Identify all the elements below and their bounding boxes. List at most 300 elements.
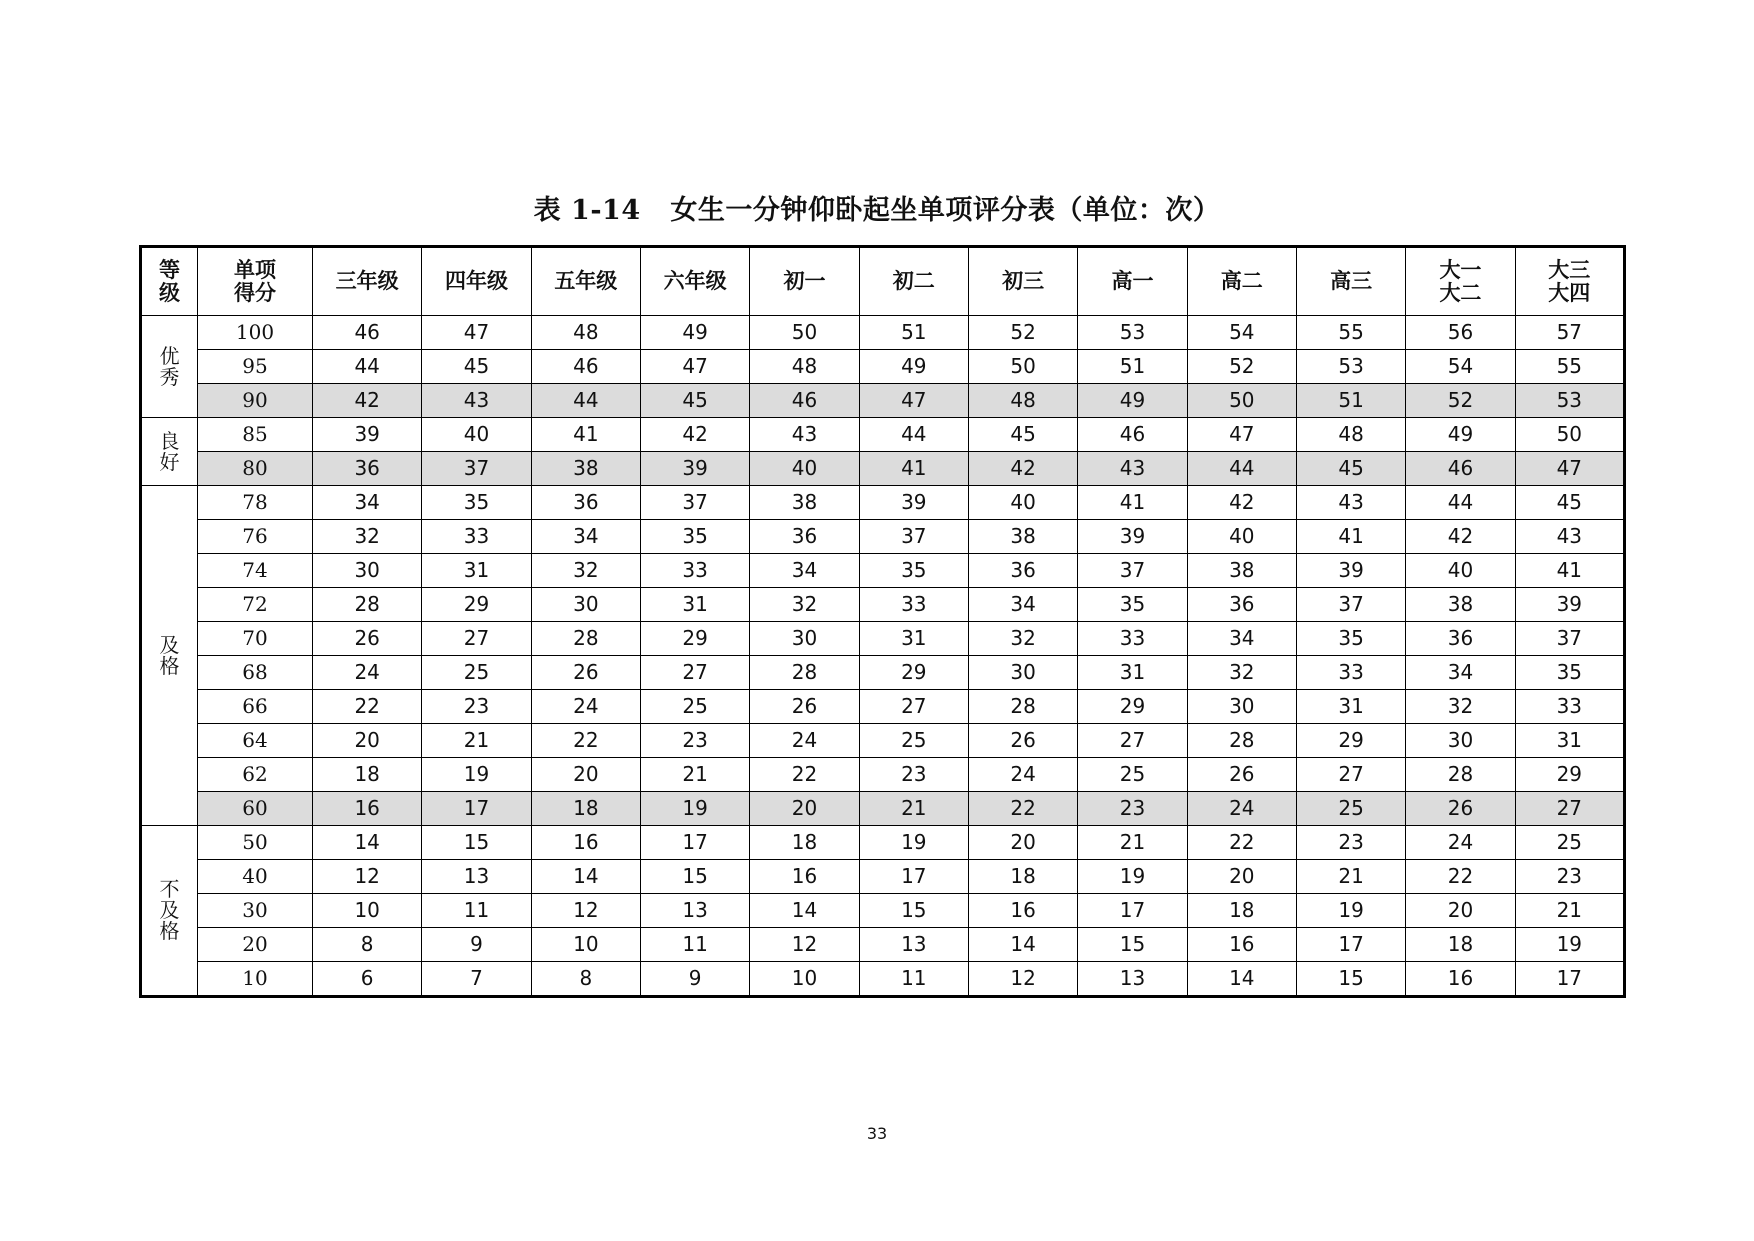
header-column: [968, 247, 1077, 316]
score-cell: 80: [198, 452, 313, 486]
value-cell: 22: [968, 792, 1077, 826]
table-row: [141, 418, 1625, 452]
value-cell: 23: [1296, 826, 1405, 860]
value-cell: 31: [1078, 656, 1187, 690]
value-cell: 26: [313, 622, 422, 656]
value-cell: 36: [531, 486, 640, 520]
value-cell: 41: [531, 418, 640, 452]
value-cell: 28: [968, 690, 1077, 724]
value-cell: 44: [1187, 452, 1296, 486]
value-cell: 41: [859, 452, 968, 486]
value-cell: 9: [640, 962, 749, 997]
header-column-line1: 高二: [1220, 269, 1263, 294]
value-cell: 37: [422, 452, 531, 486]
value-cell: 29: [1515, 758, 1624, 792]
value-cell: 22: [531, 724, 640, 758]
value-cell: 46: [531, 350, 640, 384]
table-row: [141, 758, 1625, 792]
table-row: [141, 520, 1625, 554]
header-column: [1187, 247, 1296, 316]
value-cell: 30: [750, 622, 859, 656]
value-cell: 37: [640, 486, 749, 520]
header-column: [1515, 247, 1624, 316]
value-cell: 16: [531, 826, 640, 860]
value-cell: 15: [422, 826, 531, 860]
value-cell: 16: [1406, 962, 1515, 997]
grade-char: 优: [159, 343, 180, 368]
value-cell: 44: [531, 384, 640, 418]
value-cell: 47: [859, 384, 968, 418]
table-row: [141, 690, 1625, 724]
value-cell: 47: [1515, 452, 1624, 486]
header-column-line1: 初一: [783, 269, 826, 294]
value-cell: 27: [422, 622, 531, 656]
value-cell: 18: [1187, 894, 1296, 928]
table-row: [141, 350, 1625, 384]
table-row: [141, 792, 1625, 826]
value-cell: 25: [1078, 758, 1187, 792]
header-column: [640, 247, 749, 316]
value-cell: 8: [531, 962, 640, 997]
value-cell: 25: [859, 724, 968, 758]
score-cell: 66: [198, 690, 313, 724]
value-cell: 30: [1406, 724, 1515, 758]
value-cell: 33: [859, 588, 968, 622]
header-column: [1078, 247, 1187, 316]
value-cell: 18: [531, 792, 640, 826]
table-row: [141, 622, 1625, 656]
value-cell: 26: [968, 724, 1077, 758]
header-column-line1: 初二: [892, 269, 935, 294]
value-cell: 14: [1187, 962, 1296, 997]
value-cell: 32: [313, 520, 422, 554]
value-cell: 45: [422, 350, 531, 384]
score-cell: 50: [198, 826, 313, 860]
value-cell: 26: [1406, 792, 1515, 826]
score-cell: 85: [198, 418, 313, 452]
value-cell: 22: [1406, 860, 1515, 894]
value-cell: 50: [750, 316, 859, 350]
value-cell: 39: [640, 452, 749, 486]
value-cell: 34: [531, 520, 640, 554]
value-cell: 49: [859, 350, 968, 384]
value-cell: 17: [1515, 962, 1624, 997]
value-cell: 15: [640, 860, 749, 894]
value-cell: 32: [1406, 690, 1515, 724]
value-cell: 55: [1515, 350, 1624, 384]
grade-cell: [141, 418, 198, 486]
value-cell: 50: [968, 350, 1077, 384]
value-cell: 20: [531, 758, 640, 792]
value-cell: 29: [1078, 690, 1187, 724]
value-cell: 16: [750, 860, 859, 894]
value-cell: 14: [750, 894, 859, 928]
value-cell: 23: [1078, 792, 1187, 826]
value-cell: 26: [1187, 758, 1296, 792]
value-cell: 43: [1515, 520, 1624, 554]
value-cell: 44: [313, 350, 422, 384]
value-cell: 34: [1187, 622, 1296, 656]
value-cell: 30: [1187, 690, 1296, 724]
header-column-line1: 三年级: [335, 269, 399, 294]
value-cell: 35: [422, 486, 531, 520]
value-cell: 30: [531, 588, 640, 622]
header-grade: [141, 247, 198, 316]
table-row: [141, 316, 1625, 350]
value-cell: 22: [750, 758, 859, 792]
value-cell: 28: [531, 622, 640, 656]
value-cell: 10: [750, 962, 859, 997]
value-cell: 34: [1406, 656, 1515, 690]
grade-char: 良: [159, 428, 180, 453]
value-cell: 31: [1515, 724, 1624, 758]
value-cell: 22: [1187, 826, 1296, 860]
value-cell: 20: [750, 792, 859, 826]
value-cell: 34: [313, 486, 422, 520]
value-cell: 42: [1406, 520, 1515, 554]
value-cell: 26: [531, 656, 640, 690]
value-cell: 12: [968, 962, 1077, 997]
value-cell: 35: [1296, 622, 1405, 656]
table-row: [141, 826, 1625, 860]
value-cell: 35: [1078, 588, 1187, 622]
header-score-line2: 得分: [234, 280, 276, 305]
value-cell: 20: [313, 724, 422, 758]
value-cell: 43: [422, 384, 531, 418]
value-cell: 48: [531, 316, 640, 350]
value-cell: 24: [968, 758, 1077, 792]
value-cell: 7: [422, 962, 531, 997]
value-cell: 21: [859, 792, 968, 826]
value-cell: 35: [640, 520, 749, 554]
value-cell: 38: [531, 452, 640, 486]
value-cell: 13: [422, 860, 531, 894]
value-cell: 49: [640, 316, 749, 350]
value-cell: 33: [1515, 690, 1624, 724]
grade-char: 及: [159, 632, 180, 657]
value-cell: 20: [968, 826, 1077, 860]
header-grade-line2: 级: [159, 280, 180, 305]
header-column-line2: 大四: [1548, 280, 1591, 305]
table-row: [141, 928, 1625, 962]
value-cell: 53: [1296, 350, 1405, 384]
value-cell: 56: [1406, 316, 1515, 350]
value-cell: 57: [1515, 316, 1624, 350]
header-column: [531, 247, 640, 316]
header-score: [198, 247, 313, 316]
header-column: [422, 247, 531, 316]
value-cell: 27: [859, 690, 968, 724]
value-cell: 45: [1515, 486, 1624, 520]
value-cell: 14: [531, 860, 640, 894]
value-cell: 28: [750, 656, 859, 690]
value-cell: 25: [1515, 826, 1624, 860]
value-cell: 53: [1078, 316, 1187, 350]
value-cell: 42: [968, 452, 1077, 486]
value-cell: 15: [1078, 928, 1187, 962]
value-cell: 28: [313, 588, 422, 622]
value-cell: 30: [968, 656, 1077, 690]
value-cell: 11: [859, 962, 968, 997]
value-cell: 17: [859, 860, 968, 894]
value-cell: 46: [750, 384, 859, 418]
value-cell: 25: [640, 690, 749, 724]
value-cell: 14: [968, 928, 1077, 962]
header-column: [313, 247, 422, 316]
grade-char: 及: [159, 898, 180, 922]
value-cell: 12: [750, 928, 859, 962]
value-cell: 52: [1406, 384, 1515, 418]
value-cell: 38: [968, 520, 1077, 554]
value-cell: 28: [1187, 724, 1296, 758]
value-cell: 55: [1296, 316, 1405, 350]
value-cell: 34: [968, 588, 1077, 622]
value-cell: 25: [1296, 792, 1405, 826]
table-body: [141, 316, 1625, 997]
table-row: [141, 962, 1625, 997]
value-cell: 46: [1078, 418, 1187, 452]
table-row: [141, 588, 1625, 622]
grade-char: 格: [159, 919, 180, 943]
value-cell: 47: [640, 350, 749, 384]
value-cell: 29: [1296, 724, 1405, 758]
value-cell: 17: [1078, 894, 1187, 928]
value-cell: 39: [1078, 520, 1187, 554]
value-cell: 15: [859, 894, 968, 928]
value-cell: 24: [531, 690, 640, 724]
value-cell: 40: [1406, 554, 1515, 588]
value-cell: 36: [750, 520, 859, 554]
value-cell: 40: [1187, 520, 1296, 554]
table-row: [141, 554, 1625, 588]
value-cell: 21: [1296, 860, 1405, 894]
score-cell: 72: [198, 588, 313, 622]
score-cell: 78: [198, 486, 313, 520]
value-cell: 17: [640, 826, 749, 860]
value-cell: 19: [422, 758, 531, 792]
header-score-line1: 单项: [234, 258, 276, 283]
value-cell: 12: [531, 894, 640, 928]
score-cell: 40: [198, 860, 313, 894]
value-cell: 41: [1078, 486, 1187, 520]
header-column-line1: 大三: [1548, 258, 1591, 283]
value-cell: 37: [1078, 554, 1187, 588]
value-cell: 41: [1296, 520, 1405, 554]
value-cell: 37: [1515, 622, 1624, 656]
value-cell: 17: [1296, 928, 1405, 962]
value-cell: 42: [313, 384, 422, 418]
header-column-line1: 大一: [1439, 258, 1482, 283]
value-cell: 21: [1078, 826, 1187, 860]
value-cell: 31: [640, 588, 749, 622]
header-column-line1: 初三: [1002, 269, 1045, 294]
header-column-line1: 高一: [1111, 269, 1154, 294]
value-cell: 39: [1296, 554, 1405, 588]
value-cell: 35: [1515, 656, 1624, 690]
value-cell: 26: [750, 690, 859, 724]
value-cell: 33: [1078, 622, 1187, 656]
header-column-line1: 六年级: [663, 269, 727, 294]
grade-cell: [141, 316, 198, 418]
value-cell: 51: [1078, 350, 1187, 384]
table-row: [141, 452, 1625, 486]
table-row: [141, 384, 1625, 418]
value-cell: 21: [422, 724, 531, 758]
value-cell: 19: [1515, 928, 1624, 962]
value-cell: 27: [1515, 792, 1624, 826]
value-cell: 19: [1078, 860, 1187, 894]
value-cell: 48: [1296, 418, 1405, 452]
value-cell: 36: [1187, 588, 1296, 622]
value-cell: 23: [640, 724, 749, 758]
score-cell: 90: [198, 384, 313, 418]
grade-cell: [141, 826, 198, 997]
value-cell: 27: [1296, 758, 1405, 792]
table-row: [141, 656, 1625, 690]
value-cell: 12: [313, 860, 422, 894]
value-cell: 48: [968, 384, 1077, 418]
header-column-line2: 大二: [1439, 280, 1482, 305]
value-cell: 16: [313, 792, 422, 826]
value-cell: 31: [1296, 690, 1405, 724]
header-column-line1: 高三: [1330, 269, 1373, 294]
value-cell: 36: [1406, 622, 1515, 656]
value-cell: 42: [640, 418, 749, 452]
value-cell: 39: [313, 418, 422, 452]
value-cell: 33: [640, 554, 749, 588]
value-cell: 50: [1515, 418, 1624, 452]
value-cell: 18: [750, 826, 859, 860]
value-cell: 23: [422, 690, 531, 724]
score-cell: 62: [198, 758, 313, 792]
value-cell: 11: [640, 928, 749, 962]
value-cell: 29: [640, 622, 749, 656]
value-cell: 48: [750, 350, 859, 384]
value-cell: 44: [859, 418, 968, 452]
value-cell: 18: [313, 758, 422, 792]
value-cell: 13: [859, 928, 968, 962]
value-cell: 43: [1296, 486, 1405, 520]
value-cell: 16: [1187, 928, 1296, 962]
grade-char: 好: [159, 449, 180, 474]
value-cell: 39: [1515, 588, 1624, 622]
table-row: [141, 894, 1625, 928]
value-cell: 49: [1406, 418, 1515, 452]
value-cell: 54: [1187, 316, 1296, 350]
value-cell: 29: [422, 588, 531, 622]
value-cell: 44: [1406, 486, 1515, 520]
value-cell: 45: [968, 418, 1077, 452]
score-cell: 30: [198, 894, 313, 928]
value-cell: 36: [968, 554, 1077, 588]
value-cell: 32: [968, 622, 1077, 656]
value-cell: 53: [1515, 384, 1624, 418]
value-cell: 18: [1406, 928, 1515, 962]
table-row: [141, 724, 1625, 758]
value-cell: 46: [313, 316, 422, 350]
value-cell: 20: [1406, 894, 1515, 928]
value-cell: 51: [859, 316, 968, 350]
value-cell: 43: [750, 418, 859, 452]
value-cell: 24: [1406, 826, 1515, 860]
value-cell: 19: [859, 826, 968, 860]
grade-char: 秀: [159, 364, 180, 389]
value-cell: 36: [313, 452, 422, 486]
value-cell: 45: [1296, 452, 1405, 486]
value-cell: 33: [422, 520, 531, 554]
value-cell: 32: [750, 588, 859, 622]
value-cell: 50: [1187, 384, 1296, 418]
value-cell: 21: [1515, 894, 1624, 928]
value-cell: 14: [313, 826, 422, 860]
table-title: 表 1-14 女生一分钟仰卧起坐单项评分表（单位：次）: [533, 195, 1221, 226]
value-cell: 34: [750, 554, 859, 588]
value-cell: 28: [1406, 758, 1515, 792]
value-cell: 29: [859, 656, 968, 690]
table-row: [141, 486, 1625, 520]
header-column: [859, 247, 968, 316]
value-cell: 8: [313, 928, 422, 962]
value-cell: 31: [422, 554, 531, 588]
score-cell: 60: [198, 792, 313, 826]
value-cell: 11: [422, 894, 531, 928]
value-cell: 23: [859, 758, 968, 792]
value-cell: 47: [422, 316, 531, 350]
value-cell: 16: [968, 894, 1077, 928]
score-cell: 74: [198, 554, 313, 588]
value-cell: 47: [1187, 418, 1296, 452]
score-cell: 95: [198, 350, 313, 384]
value-cell: 40: [422, 418, 531, 452]
value-cell: 24: [313, 656, 422, 690]
value-cell: 31: [859, 622, 968, 656]
value-cell: 13: [1078, 962, 1187, 997]
header-column: [750, 247, 859, 316]
value-cell: 32: [531, 554, 640, 588]
value-cell: 27: [1078, 724, 1187, 758]
value-cell: 19: [640, 792, 749, 826]
value-cell: 39: [859, 486, 968, 520]
score-cell: 64: [198, 724, 313, 758]
value-cell: 51: [1296, 384, 1405, 418]
value-cell: 49: [1078, 384, 1187, 418]
value-cell: 25: [422, 656, 531, 690]
value-cell: 33: [1296, 656, 1405, 690]
value-cell: 43: [1078, 452, 1187, 486]
page-number: 33: [866, 1124, 888, 1143]
value-cell: 21: [640, 758, 749, 792]
value-cell: 18: [968, 860, 1077, 894]
grade-char: 格: [159, 653, 180, 678]
value-cell: 9: [422, 928, 531, 962]
score-cell: 70: [198, 622, 313, 656]
value-cell: 45: [640, 384, 749, 418]
value-cell: 20: [1187, 860, 1296, 894]
value-cell: 10: [531, 928, 640, 962]
score-cell: 10: [198, 962, 313, 997]
value-cell: 52: [1187, 350, 1296, 384]
table-row: [141, 860, 1625, 894]
value-cell: 30: [313, 554, 422, 588]
score-cell: 20: [198, 928, 313, 962]
value-cell: 40: [968, 486, 1077, 520]
value-cell: 52: [968, 316, 1077, 350]
value-cell: 13: [640, 894, 749, 928]
value-cell: 23: [1515, 860, 1624, 894]
value-cell: 6: [313, 962, 422, 997]
value-cell: 37: [859, 520, 968, 554]
header-column-line1: 五年级: [554, 269, 618, 294]
